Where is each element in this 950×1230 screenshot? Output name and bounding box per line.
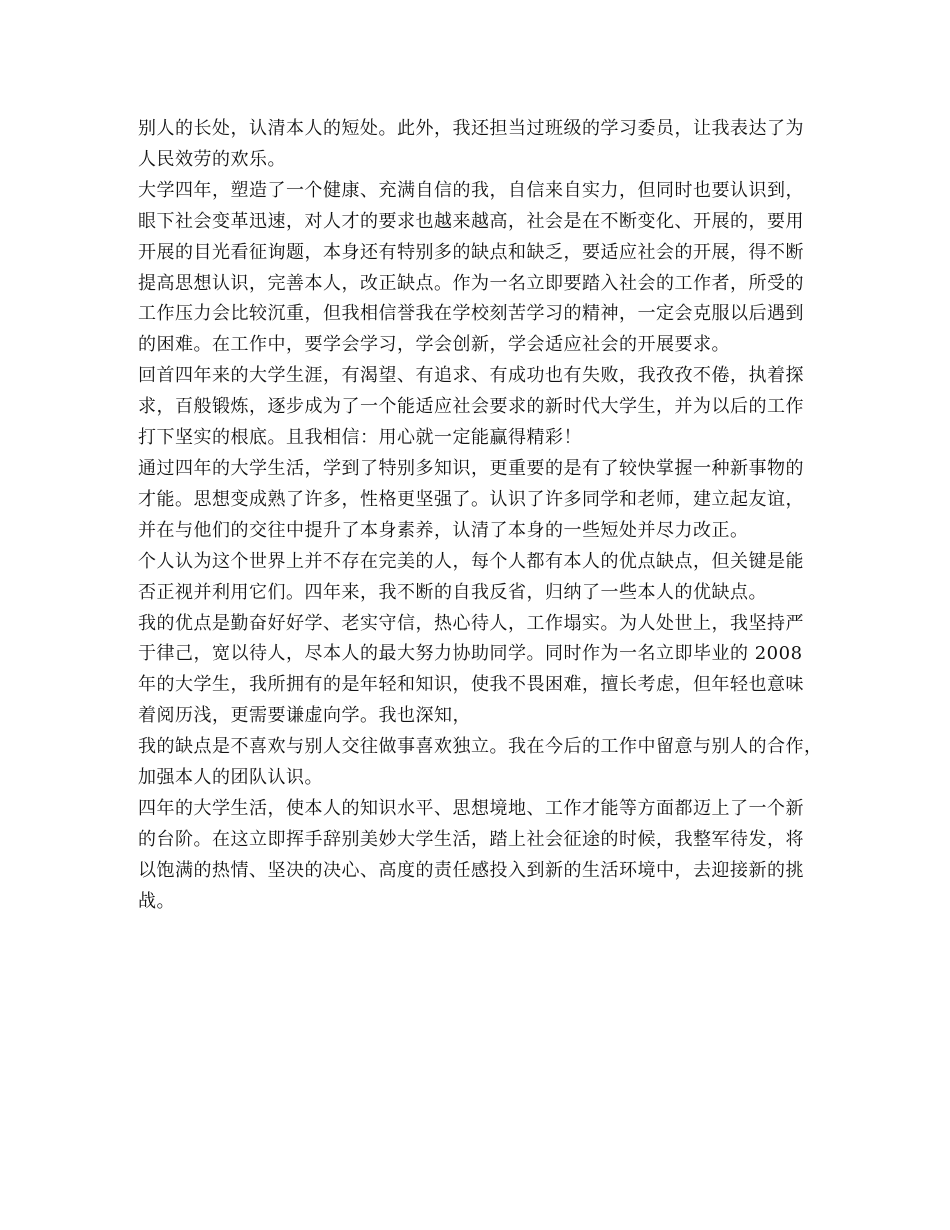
text-line: 求，百般锻炼，逐步成为了一个能适应社会要求的新时代大学生，并为以后的工作 [138,396,804,418]
text-line: 工作压力会比较沉重，但我相信誉我在学校刻苦学习的精神，一定会克服以后遇到 [138,303,804,325]
text-line: 否正视并利用它们。四年来，我不断的自我反省，归纳了一些本人的优缺点。 [138,581,767,603]
text-line: 开展的目光看征询题，本身还有特别多的缺点和缺乏，要适应社会的开展，得不断 [138,241,804,263]
text-line: 提高思想认识，完善本人，改正缺点。作为一名立即要踏入社会的工作者，所受的 [138,272,804,294]
text-line: 加强本人的团队认识。 [138,767,323,789]
text-line: 的困难。在工作中，要学会学习，学会创新，学会适应社会的开展要求。 [138,334,730,356]
text-line: 的台阶。在这立即挥手辞别美妙大学生活，踏上社会征途的时候，我整军待发，将 [138,828,804,850]
text-line: 通过四年的大学生活，学到了特别多知识，更重要的是有了较快掌握一种新事物的 [138,457,804,479]
text-line: 才能。思想变成熟了许多，性格更坚强了。认识了许多同学和老师，建立起友谊， [138,488,804,510]
document-page [138,114,828,918]
text-line: 眼下社会变革迅速，对人才的要求也越来越高，社会是在不断变化、开展的，要用 [138,210,804,232]
text-line: 大学四年，塑造了一个健康、充满自信的我，自信来自实力，但同时也要认识到， [138,179,804,201]
text-line: 我的缺点是不喜欢与别人交往做事喜欢独立。我在今后的工作中留意与别人的合作， [138,736,823,758]
text-line: 我的优点是勤奋好好学、老实守信，热心待人，工作塌实。为人处世上，我坚持严 [138,612,804,634]
text-line: 回首四年来的大学生涯，有渴望、有追求、有成功也有失败，我孜孜不倦，执着探 [138,365,804,387]
text-line: 个人认为这个世界上并不存在完美的人，每个人都有本人的优点缺点，但关键是能 [138,550,804,572]
text-line: 以饱满的热情、坚决的决心、高度的责任感投入到新的生活环境中，去迎接新的挑 [138,859,804,881]
text-line: 别人的长处，认清本人的短处。此外，我还担当过班级的学习委员，让我表达了为 [138,118,804,139]
text-line: 着阅历浅，更需要谦虚向学。我也深知， [138,705,471,727]
text-line: 于律己，宽以待人，尽本人的最大努力协助同学。同时作为一名立即毕业的 2008 [138,643,803,665]
text-line: 年的大学生，我所拥有的是年轻和知识，使我不畏困难，擅长考虑，但年轻也意味 [138,674,804,696]
text-line: 战。 [138,890,175,912]
text-line: 人民效劳的欢乐。 [138,148,286,170]
text-line: 并在与他们的交往中提升了本身素养，认清了本身的一些短处并尽力改正。 [138,519,749,541]
text-line: 四年的大学生活，使本人的知识水平、思想境地、工作才能等方面都迈上了一个新 [138,797,804,819]
text-line: 打下坚实的根底。且我相信：用心就一定能赢得精彩！ [138,427,582,449]
